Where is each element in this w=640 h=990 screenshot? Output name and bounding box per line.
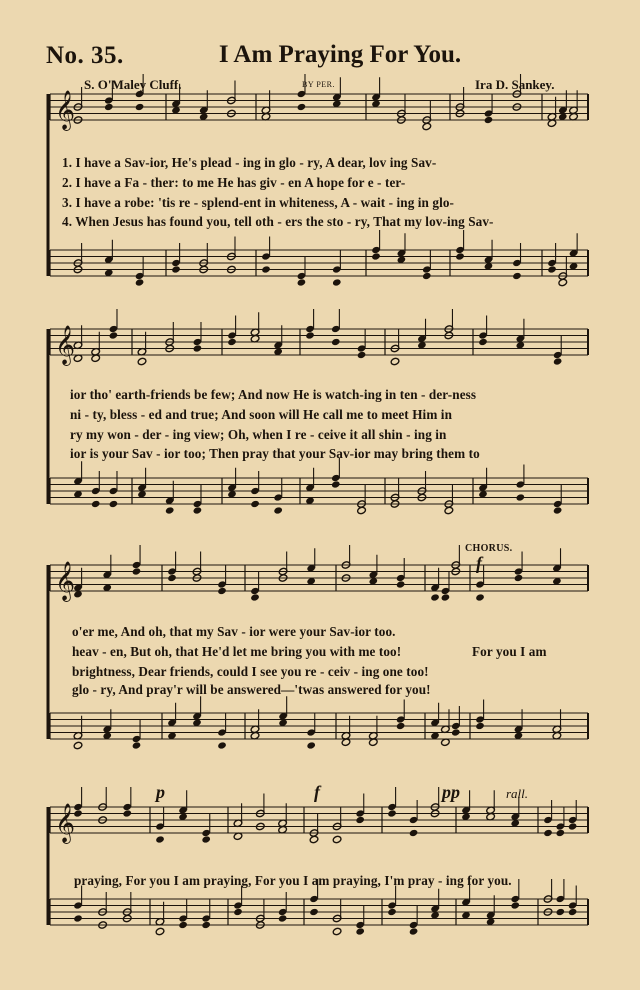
- svg-text:𝄞: 𝄞: [55, 803, 76, 843]
- lyric-v3-line2: ry my won - der - ing view; Oh, when I re - ceive it all shin - ing in: [70, 427, 447, 442]
- hymn-title: I Am Praying For You.: [218, 41, 462, 68]
- lyric-v3-line3: brightness, Dear friends, could I see you re - ceiv - ing one too!: [72, 664, 429, 679]
- svg-text:𝄞: 𝄞: [55, 90, 76, 130]
- lyric-v2-line3: heav - en, But oh, that He'd let me bring you with me too!: [72, 644, 402, 659]
- permission-note: BY PER.: [302, 80, 335, 89]
- lyric-v3-line1: 3. I have a robe: 'tis re - splend-ent in whiteness, A - wait - ing in glo-: [62, 195, 455, 210]
- lyric-v1-line2: ior tho' earth-friends be few; And now He is watch-ing in ten - der-ness: [70, 387, 477, 402]
- dynamic-pianissimo: pp: [442, 782, 460, 802]
- chorus-lyric-start: For you I am: [472, 644, 547, 659]
- author-credit: S. O'Maley Cluff.: [84, 77, 182, 92]
- lyric-v1-line1: 1. I have a Sav-ior, He's plead - ing in glo - ry, A dear, lov ing Sav-: [62, 155, 437, 170]
- dynamic-piano: p: [156, 782, 165, 802]
- lyric-v2-line2: ni - ty, bless - ed and true; And soon will He call me to meet Him in: [70, 407, 453, 422]
- svg-text:𝄞: 𝄞: [55, 325, 76, 365]
- rallentando-mark: rall.: [506, 786, 529, 801]
- dynamic-forte: f: [314, 782, 320, 802]
- lyric-v1-line3: o'er me, And oh, that my Sav - ior were your Sav-ior too.: [72, 624, 396, 639]
- composer-credit: Ira D. Sankey.: [475, 77, 555, 92]
- hymn-number: No. 35.: [46, 42, 124, 69]
- lyric-v4-line3: glo - ry, And pray'r will be answered—'twas answered for you!: [72, 682, 431, 697]
- dynamic-forte-chorus: f: [476, 553, 482, 573]
- lyric-v4-line1: 4. When Jesus has found you, tell oth - ers the sto - ry, That my lov-ing Sav-: [62, 214, 494, 229]
- lyric-v2-line1: 2. I have a Fa - ther: to me He has giv - en A hope for e - ter-: [62, 175, 406, 190]
- chorus-label: CHORUS.: [465, 543, 513, 554]
- lyric-v4-line2: ior is your Sav - ior too; Then pray that your Sav-ior may bring them to: [70, 446, 480, 461]
- svg-text:𝄞: 𝄞: [55, 561, 76, 601]
- lyric-chorus-line4: praying, For you I am praying, For you I am praying, I'm pray - ing for you.: [74, 873, 512, 888]
